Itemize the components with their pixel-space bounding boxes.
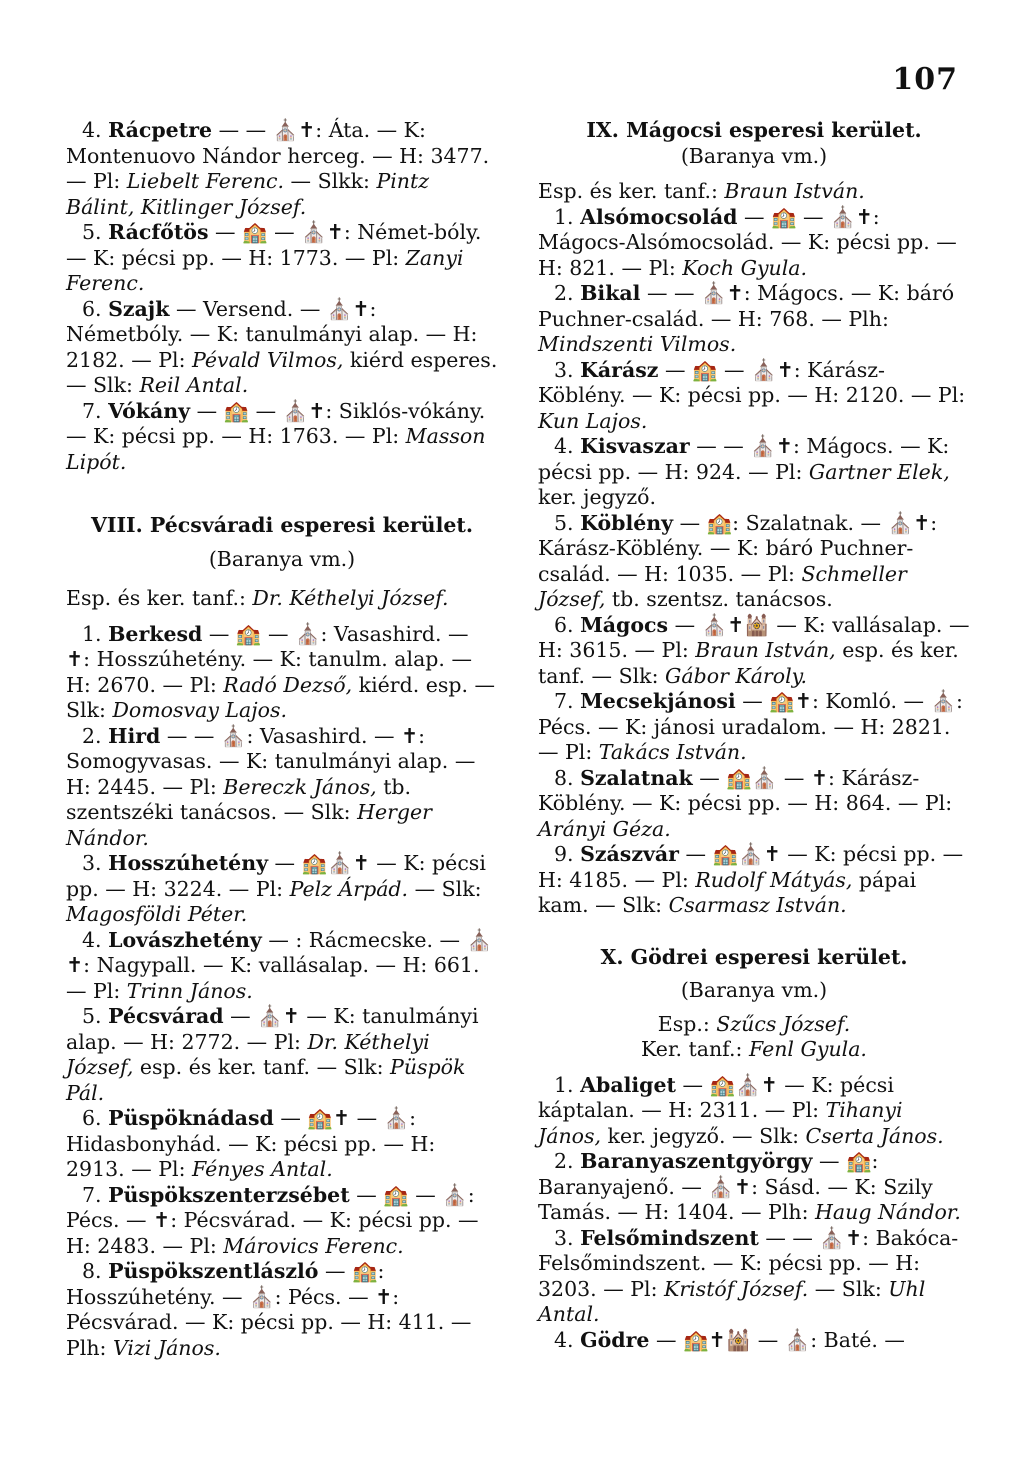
section-title-viii: VIII. Pécsváradi esperesi kerület. <box>90 513 474 537</box>
entry-text: — 🏫 — ⛪: Pécs. — ✝: Pécsvárad. — K: pécsi pp. — H: 2483. — Pl: <box>66 1182 479 1258</box>
parish-name: Baranyaszentgyörgy <box>580 1149 813 1173</box>
entry-text: — 🏫: Baranyajenő. — ⛪✝: Sásd. — K: Szily Tamás. — H: 1404. — Plh: <box>538 1149 933 1224</box>
parish-name: Püspökszentlászló <box>108 1259 319 1283</box>
tanf-label: Ker. tanf.: <box>641 1037 749 1061</box>
parish-entry <box>66 724 498 852</box>
entry-person: Rudolf Mátyás, <box>695 867 853 892</box>
esp-label: Esp. és ker. tanf.: <box>538 179 725 203</box>
entry-person: Herger Nándor. <box>66 800 432 850</box>
entry-person: Gartner Elek, <box>808 459 950 484</box>
parish-name: Bikal <box>580 281 641 305</box>
entry-person: Fényes Antal. <box>192 1157 333 1181</box>
parish-name: Lovászhetény <box>108 927 262 952</box>
entry-person: Radó Dezső, <box>223 672 353 697</box>
entry-text: — 🏫 — ⛪✝: Siklós-vókány. — K: pécsi pp. — H: 1763. — Pl: <box>66 398 486 448</box>
entry-number: 4. <box>82 927 109 952</box>
tanf-name: Fenl Gyula. <box>748 1037 867 1061</box>
parish-entry <box>538 689 970 766</box>
entry-text: — — ⛪✝: Mágocs. — K: báró Puchner-család. — H: 768. — Plh: <box>538 281 955 331</box>
section-tanf-x <box>538 1037 970 1063</box>
entry-person: Arányi Géza. <box>538 816 671 841</box>
entry-person: Vizi János. <box>112 1335 221 1360</box>
right2-entries <box>538 1073 970 1354</box>
entry-person: Csarmasz István. <box>668 893 847 917</box>
entry-person: Püspök Pál. <box>66 1055 466 1105</box>
parish-name: Vókány <box>108 398 191 423</box>
parish-name: Hosszúhetény <box>108 851 269 875</box>
parish-entry <box>66 928 498 1005</box>
entry-number: 3. <box>554 1225 581 1250</box>
entry-text: — Slk: <box>408 876 482 901</box>
entry-number: 2. <box>554 281 581 305</box>
entry-text: — ⛪✝🕍 — K: vallásalap. — H: 3615. — Pl: <box>538 612 970 662</box>
entry-number: 9. <box>554 842 581 866</box>
parish-entry <box>66 1004 498 1106</box>
entry-text: — 🏫 — ⛪✝: Német-bóly. — K: pécsi pp. — H: 1773. — Pl: <box>66 220 482 270</box>
left-entries <box>66 118 498 475</box>
esp-label: Esp.: <box>657 1011 717 1036</box>
entry-number: 1. <box>554 1072 581 1097</box>
section-esp-viii <box>66 586 498 612</box>
entry-person: Tihanyi János, <box>538 1098 903 1148</box>
entry-text: kiérd. esp. — Slk: <box>66 672 496 722</box>
parish-entry <box>538 1328 970 1354</box>
entry-person: Zanyi Ferenc. <box>66 245 464 295</box>
entry-number: 3. <box>82 851 109 875</box>
entry-text: — : Rácmecske. — ⛪✝: Nagypall. — K: vallásalap. — H: 661. — Pl: <box>66 927 493 1003</box>
page-number: 107 <box>892 62 958 97</box>
parish-entry <box>538 281 970 358</box>
parish-name: Rácpetre <box>108 118 213 142</box>
entry-text: kiérd esperes. — Slk: <box>66 347 498 397</box>
entry-text: ker. jegyző. — Slk: <box>601 1123 806 1148</box>
parish-entry <box>66 399 498 476</box>
entry-person: Mindszenti Vilmos. <box>538 332 737 356</box>
entry-text: — 🏫✝ — ⛪: Hidasbonyhád. — K: pécsi pp. — H: 2913. — Pl: <box>66 1106 436 1181</box>
entry-person: Takács István. <box>598 740 747 764</box>
parish-entry <box>538 842 970 919</box>
entry-text: — — ⛪✝: Mágocs. — K: pécsi pp. — H: 924. — Pl: <box>538 434 950 484</box>
entry-person: Pelz Árpád. <box>289 876 409 901</box>
entry-text: — 🏫 — ⛪: Vasashird. — ✝: Hosszúhetény. — K: tanulm. alap. — H: 2670. — Pl: <box>66 621 472 697</box>
entry-person: Haug Nándor. <box>815 1200 961 1224</box>
section-county-x: (Baranya vm.) <box>680 978 828 1002</box>
section-esp-ix <box>538 179 970 205</box>
entry-text: — Slkk: <box>284 169 377 193</box>
entry-text: — ⛪✝ — K: tanulmányi alap. — H: 2772. — Pl: <box>66 1004 479 1054</box>
esp-name: Braun István. <box>724 179 865 203</box>
section-county-viii: (Baranya vm.) <box>208 546 356 571</box>
entry-person: Liebelt Ferenc. <box>126 169 285 193</box>
parish-name: Kisvaszar <box>580 434 690 458</box>
entry-number: 5. <box>82 220 109 244</box>
entry-number: 2. <box>82 723 109 748</box>
esp-name: Szűcs József. <box>716 1011 851 1036</box>
entry-text: — — ⛪✝: Áta. — K: Montenuovo Nándor herceg. — H: 3477. — Pl: <box>66 118 490 193</box>
parish-name: Szalatnak <box>580 765 693 790</box>
entry-number: 6. <box>82 1106 109 1130</box>
entry-person: Magosföldi Péter. <box>66 902 248 926</box>
entry-text: — 🏫⛪ — ✝: Kárász-Köblény. — K: pécsi pp. — H: 864. — Pl: <box>538 765 953 815</box>
entry-number: 7. <box>82 1182 109 1207</box>
entry-text: ker. jegyző. <box>538 485 656 509</box>
parish-name: Berkesd <box>108 621 203 646</box>
entry-text: tb. szentsz. tanácsos. <box>605 587 833 611</box>
entry-text: — 🏫: Hosszúhetény. — ⛪: Pécs. — ✝: Pécsvárad. — K: pécsi pp. — H: 411. — Plh: <box>66 1259 472 1360</box>
entry-person: Uhl Antal. <box>538 1276 926 1326</box>
esp-label: Esp. és ker. tanf.: <box>66 586 253 610</box>
entry-text: — 🏫⛪✝ — K: pécsi pp. — H: 3224. — Pl: <box>66 851 486 901</box>
entry-number: 1. <box>82 621 109 646</box>
right-entries <box>538 205 970 919</box>
entry-person: Márovics Ferenc. <box>223 1233 404 1258</box>
entry-text: pápai kam. — Slk: <box>538 867 917 917</box>
esp-name: Dr. Kéthelyi József. <box>252 586 449 610</box>
entry-text: — 🏫: Szalatnak. — ⛪✝: Kárász-Köblény. — K: báró Puchner-család. — H: 1035. — Pl: <box>538 510 938 586</box>
parish-name: Abaliget <box>580 1072 677 1097</box>
entry-number: 6. <box>82 296 109 321</box>
entry-text: — 🏫⛪✝ — K: pécsi pp. — H: 4185. — Pl: <box>538 842 964 892</box>
parish-name: Köblény <box>580 510 674 535</box>
parish-name: Mágocs <box>580 612 669 637</box>
entry-number: 4. <box>554 434 581 458</box>
parish-name: Mecsekjánosi <box>580 689 736 713</box>
parish-name: Alsómocsolád <box>580 204 738 229</box>
entry-person: Cserta János. <box>805 1123 944 1148</box>
entry-person: Gábor Károly. <box>665 663 808 688</box>
parish-entry <box>66 622 498 724</box>
entry-text: — 🏫 — ⛪✝: Kárász-Köblény. — K: pécsi pp. — H: 2120. — Pl: <box>538 357 966 407</box>
entry-number: 5. <box>554 510 581 535</box>
entry-number: 1. <box>554 204 581 229</box>
parish-entry <box>66 1259 498 1361</box>
parish-entry <box>538 205 970 282</box>
parish-name: Püspökszenterzsébet <box>108 1182 350 1207</box>
parish-name: Szajk <box>108 296 170 321</box>
section-county-ix: (Baranya vm.) <box>680 143 828 168</box>
entry-number: 7. <box>554 689 581 713</box>
entry-number: 3. <box>554 357 581 382</box>
parish-entry <box>538 511 970 613</box>
entry-number: 4. <box>82 118 109 142</box>
parish-entry <box>538 766 970 843</box>
parish-entry <box>538 613 970 690</box>
entry-person: Schmeller József, <box>538 561 907 611</box>
parish-entry <box>538 1226 970 1328</box>
parish-entry <box>538 1149 970 1226</box>
entry-person: Kun Lajos. <box>538 408 648 433</box>
parish-entry <box>538 358 970 435</box>
left-column <box>66 118 498 1361</box>
entry-number: 8. <box>82 1259 109 1283</box>
parish-entry <box>66 220 498 297</box>
parish-name: Szászvár <box>580 842 679 866</box>
parish-entry <box>66 851 498 928</box>
entry-text: — — ⛪: Vasashird. — ✝: Somogyvasas. — K: tanulmányi alap. — H: 2445. — Pl: <box>66 723 476 799</box>
parish-entry <box>66 118 498 220</box>
parish-name: Hird <box>108 723 161 748</box>
parish-name: Püspöknádasd <box>108 1106 274 1130</box>
entry-person: Dr. Kéthelyi József, <box>66 1029 430 1079</box>
entry-person: Masson Lipót. <box>66 424 486 474</box>
parish-entry <box>66 1106 498 1183</box>
entry-number: 8. <box>554 765 581 790</box>
entry-person: Pintz Bálint, Kitlinger József. <box>66 169 430 219</box>
entry-number: 4. <box>554 1327 581 1352</box>
entry-text: — — ⛪✝: Bakóca-Felsőmindszent. — K: pécsi pp. — H: 3203. — Pl: <box>538 1225 959 1301</box>
entry-number: 5. <box>82 1004 109 1028</box>
entry-text: — 🏫✝🕍 — ⛪: Baté. — <box>649 1327 905 1352</box>
entry-text: tb. szentszéki tanácsos. — Slk: <box>66 774 412 824</box>
entry-text: — 🏫 — ⛪✝: Mágocs-Alsómocsolád. — K: pécsi pp. —H: 821. — Pl: <box>538 204 957 280</box>
entry-number: 6. <box>554 612 581 637</box>
section-esp-x <box>538 1012 970 1038</box>
entry-text: — Versend. — ⛪✝: Németbóly. — K: tanulmányi alap. — H: 2182. — Pl: <box>66 296 478 372</box>
parish-name: Felsőmindszent <box>580 1225 759 1250</box>
parish-name: Rácfőtös <box>108 220 209 244</box>
parish-name: Pécsvárad <box>108 1004 224 1028</box>
entry-person: Bereczk János, <box>223 774 377 799</box>
entry-person: Trinn János. <box>126 978 253 1003</box>
parish-name: Kárász <box>580 357 659 382</box>
entry-text: — 🏫✝: Komló. — ⛪: Pécs. — K: jánosi uradalom. — H: 2821. — Pl: <box>538 689 963 764</box>
left2-entries <box>66 622 498 1362</box>
parish-entry <box>66 1183 498 1260</box>
section-title-ix: IX. Mágocsi esperesi kerület. <box>586 118 922 142</box>
section-title-x: X. Gödrei esperesi kerület. <box>600 944 908 969</box>
entry-number: 2. <box>554 1149 581 1173</box>
entry-person: Kristóf József. <box>664 1276 809 1301</box>
entry-person: Koch Gyula. <box>682 255 808 280</box>
entry-text: — 🏫⛪✝ — K: pécsi káptalan. — H: 2311. — Pl: <box>538 1072 894 1122</box>
entry-person: Reil Antal. <box>139 373 249 397</box>
right-column <box>538 118 970 1353</box>
parish-entry <box>538 1073 970 1150</box>
parish-entry <box>66 297 498 399</box>
entry-person: Braun István, <box>695 638 836 662</box>
entry-text: — Slk: <box>808 1276 889 1301</box>
entry-number: 7. <box>82 398 109 423</box>
entry-text: esp. és ker. tanf. — Slk: <box>538 638 959 688</box>
parish-name: Gödre <box>580 1327 650 1352</box>
entry-text: esp. és ker. tanf. — Slk: <box>133 1055 391 1079</box>
entry-person: Pévald Vilmos, <box>192 347 344 372</box>
entry-person: Domosvay Lajos. <box>112 698 288 722</box>
parish-entry <box>538 434 970 511</box>
